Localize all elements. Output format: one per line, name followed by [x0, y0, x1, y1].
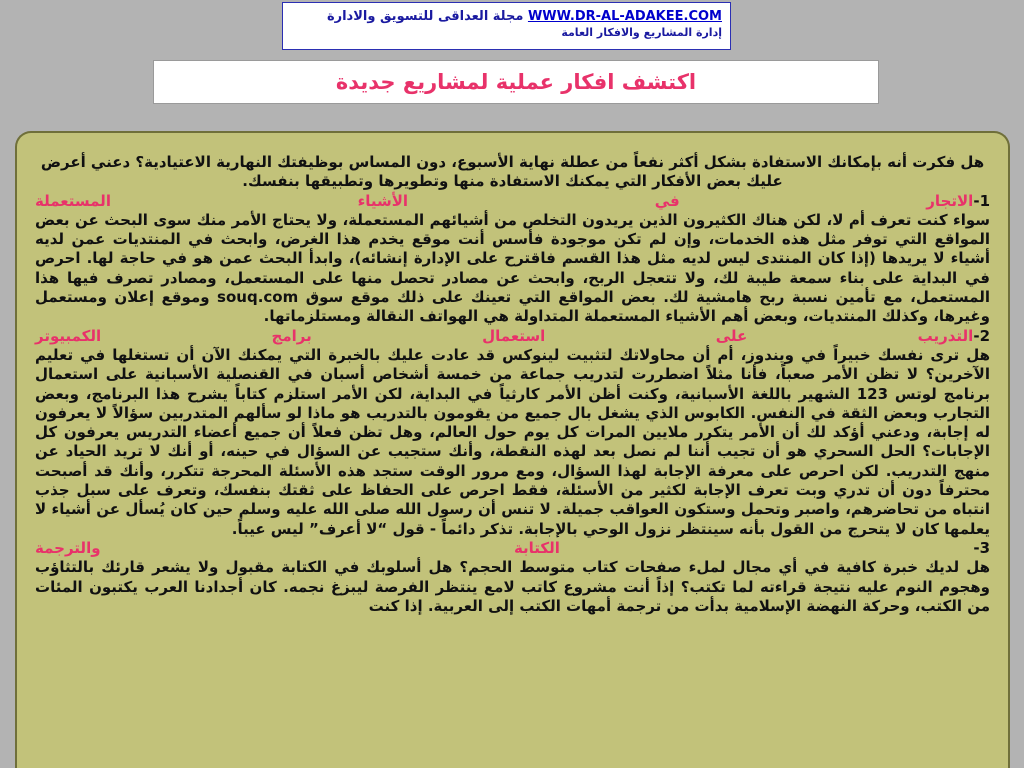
site-header-box — [282, 2, 731, 50]
section-number: 2- — [973, 326, 990, 345]
page-title-box — [153, 60, 879, 104]
section-heading-3 — [35, 539, 990, 558]
header-line-1 — [291, 9, 722, 25]
heading-word: استعمال — [482, 326, 546, 345]
heading-word: الكتابة — [513, 538, 560, 557]
section-heading-1 — [35, 192, 990, 211]
heading-word: الكمبيوتر — [35, 326, 102, 345]
heading-word: في — [654, 191, 680, 210]
section-number: 1- — [973, 191, 990, 210]
page-title: اكتشف افكار عملية لمشاريع جديدة — [335, 70, 697, 94]
heading-word: برامج — [271, 326, 312, 345]
heading-word-line — [926, 192, 990, 211]
heading-word: المستعملة — [35, 191, 111, 210]
section-body-3: هل لديك خبرة كافية في أي مجال لملء صفحات كتاب متوسط الحجم؟ هل أسلوبك في الكتابة مقبول ولا يشعر قارئك بالتثاؤب وهجوم النوم عليه نتيجة قراءته لما تكتب؟ إذاً أنت مشروع كاتب لامع ينتظر الفرصة ليبزغ نجمه. كان أجدادنا العرب يكتبون المئات من الكتب، وحركة النهضة الإسلامية بدأت من ترجمة أمهات الكتب إلى العربية. إذا كنت — [35, 558, 990, 615]
section-body-1: سواء كنت تعرف أم لا، لكن هناك الكثيرون الذين يريدون التخلص من أشيائهم المستعملة، ولا يحتاج الأمر منك سوى البحث عن بعض المواقع التي توفر مثل هذه الخدمات، وإن لم تكن موجودة فأسس أنت موقع يخدم هذا الغرض، وابحث في المنتديات عمن لديه أشياء لا يريدها (إذا كان المنتدى ليس لديه مثل هذا القسم فاقترح على الإدارة إنشائه)، وابدأ البحث عمن هو في حاجة لها. احرص في البداية على بناء سمعة طيبة لك، ولا تتعجل الربح، وابحث عن مصادر تحصل منها على المستعمل، ومصادر تصرف فيها هذا المستعمل، مع تأمين نسبة ربح هامشية لك. بعض المواقع التي تعينك على ذلك موقع سوق souq.com وموقع إعلان ومستعمل وغيرها، وكذلك المنتديات، وبعض أهم الأشياء المستعملة المتداولة هي الهواتف النقالة ومستلزماتها. — [35, 210, 990, 326]
intro-paragraph: هل فكرت أنه بإمكانك الاستفادة بشكل أكثر نفعاً من عطلة نهاية الأسبوع، دون المساس بوظيفتك النهارية الاعتيادية؟ دعني أعرض عليك بعض الأفكار التي يمكنك الاستفادة منها وتطويرها وتطبيقها بنفسك. — [40, 153, 985, 191]
heading-word: الأشياء — [357, 191, 409, 210]
heading-word-line — [973, 539, 990, 558]
heading-word: على — [715, 326, 748, 345]
article-panel — [15, 131, 1010, 768]
section-body-2: هل ترى نفسك خبيراً في ويندوز، أم أن محاولاتك لتثبيت لينوكس قد عادت عليك بالخبرة التي يمكنك الآن أن تستغلها في تعليم الآخرين؟ لا تظن الأمر صعباً، فأنا مثلاً اضطررت لتدريب جماعة من خمسة أشخاص أسبان في القنصلية الأسبانية على استعمال برنامج لوتس 123 الشهير باللغة الأسبانية، وكنت أظن الأمر كارثياً في البداية، لكن الأمر استلزم كتاباً يشرح هذا البرنامج، وبعض التجارب وبعض الثقة في النفس. الكابوس الذي يشغل بال جميع من يقومون بالتدريب هو ماذا لو سألهم المتدربين سؤالاً لا يعرفون له إجابة، ودعني أؤكد لك أن الأمر يتكرر ملايين المرات كل يوم حول العالم، وهل تظن فعلاً أن جميع أعضاء التدريس يعرفون كل الإجابات؟ الحل السحري هو أن تجيب أننا لم نصل بعد لهذه النقطة، وأنك ستجيب عن السؤال في حينه، أو أنك لا تريد الحياد عن منهج التدريب. لكن احرص على معرفة الإجابة لهذا السؤال، ومع مرور الوقت ستجد هذه الأسئلة المحرجة تتكرر، وأنك قد أصبحت محترفاً دون أن تدري وبت تعرف الإجابة لكثير من الأسئلة، فقط احرص على الحفاظ على ثقتك بنفسك، وتعرف على سبل جذب انتباه من تحاضرهم، واصبر وتحمل وستكون العواقب جميلة. لا تنس أن رسول الله صلى الله عليه وسلم حين كان يُسأل عن أشياء لا يعلمها كان لا يتحرج من القول بأنه سينتظر نزول الوحي بالإجابة. تذكر دائماً - قول “لا أعرف” ليس عيباً. — [35, 345, 990, 538]
site-url-link[interactable]: WWW.DR-AL-ADAKEE.COM — [527, 9, 722, 24]
site-subtitle: إدارة المشاريع والافكار العامة — [561, 26, 722, 39]
section-heading-2 — [35, 327, 990, 346]
article-body — [35, 153, 990, 616]
section-number: 3- — [973, 538, 990, 557]
heading-word: التدريب — [917, 326, 974, 345]
heading-word: الاتجار — [926, 191, 974, 210]
site-title: مجلة العداقى للتسويق والادارة — [326, 9, 524, 24]
heading-word-line — [918, 327, 990, 346]
heading-word: والترجمة — [35, 538, 101, 557]
